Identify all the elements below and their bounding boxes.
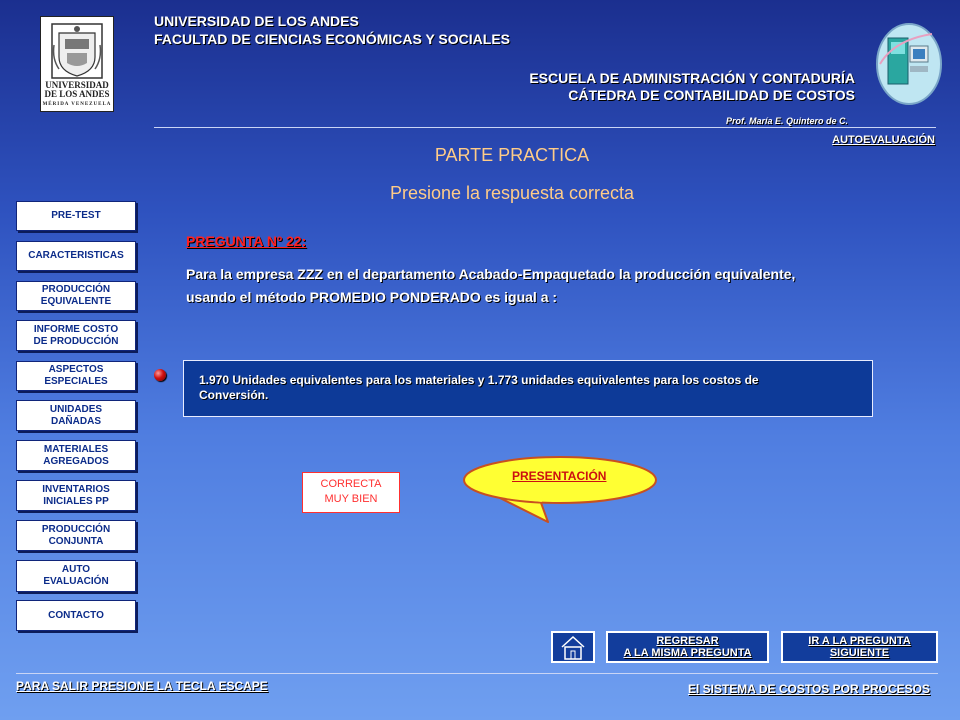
feedback-correct: CORRECTA MUY BIEN xyxy=(302,472,400,513)
answer-bullet-icon xyxy=(154,369,166,381)
footer-divider xyxy=(16,673,938,674)
professor-name: Prof. María E. Quintero de C. xyxy=(725,116,848,126)
logo-text: UNIVERSIDAD DE LOS ANDES xyxy=(44,80,110,99)
sidebar-item-label: INFORME COSTO DE PRODUCCIÓN xyxy=(33,323,119,347)
sidebar-item-caracteristicas[interactable] xyxy=(16,241,136,271)
sidebar-item-autoevaluacion[interactable] xyxy=(16,560,136,592)
sidebar-item-contacto[interactable] xyxy=(16,600,136,631)
answer-option[interactable]: 1.970 Unidades equivalentes para los materiales y 1.773 unidades equivalentes para los costos de Conversión. xyxy=(183,360,873,417)
sidebar-item-label: PRODUCCIÓN CONJUNTA xyxy=(41,523,111,547)
sidebar-item-label: CONTACTO xyxy=(48,609,104,621)
next-question-button[interactable] xyxy=(781,631,938,663)
home-button[interactable] xyxy=(551,631,595,663)
presentation-bubble-icon xyxy=(460,454,665,526)
question-text: Para la empresa ZZZ en el departamento Acabado-Empaquetado la producción equivalente, usando el método PROMEDIO PONDERADO es igual a : xyxy=(186,266,796,305)
page-subtitle: Presione la respuesta correcta xyxy=(389,183,635,203)
faculty-name: FACULTAD DE CIENCIAS ECONÓMICAS Y SOCIALES xyxy=(154,31,510,47)
sidebar-item-label: ASPECTOS ESPECIALES xyxy=(44,364,108,387)
chair-name: CÁTEDRA DE CONTABILIDAD DE COSTOS xyxy=(568,87,855,103)
university-name: UNIVERSIDAD DE LOS ANDES xyxy=(154,13,359,29)
repeat-question-button[interactable] xyxy=(606,631,769,663)
page-title: PARTE PRACTICA xyxy=(434,145,590,165)
coat-of-arms-icon xyxy=(51,23,103,79)
sidebar-item-label: CARACTERISTICAS xyxy=(28,250,124,261)
question-number: PREGUNTA Nº 22: xyxy=(186,233,307,249)
section-label: AUTOEVALUACIÓN xyxy=(832,134,935,146)
sidebar-item-label: PRODUCCIÓN EQUIVALENTE xyxy=(40,284,112,307)
logo-subtext: MÉRIDA VENEZUELA xyxy=(42,102,112,107)
home-icon xyxy=(553,633,593,661)
sidebar-item-label: UNIDADES DAÑADAS xyxy=(49,403,103,427)
sidebar-item-inventarios-iniciales[interactable] xyxy=(16,480,136,511)
sidebar-item-materiales-agregados[interactable] xyxy=(16,440,136,471)
sidebar-item-label: INVENTARIOS INICIALES PP xyxy=(42,483,110,507)
sidebar-item-produccion-conjunta[interactable] xyxy=(16,520,136,551)
sidebar-item-unidades-danadas[interactable] xyxy=(16,400,136,431)
school-name: ESCUELA DE ADMINISTRACIÓN Y CONTADURÍA xyxy=(529,70,855,86)
header-divider xyxy=(154,127,936,128)
sidebar-item-informe-costo[interactable] xyxy=(16,320,136,351)
sidebar-item-label: PRE-TEST xyxy=(51,210,101,221)
next-question-label: IR A LA PREGUNTA SIGUIENTE xyxy=(808,635,911,659)
sidebar-item-produccion-equivalente[interactable] xyxy=(16,281,136,311)
exit-hint: PARA SALIR PRESIONE LA TECLA ESCAPE xyxy=(16,679,268,693)
presentation-link[interactable]: PRESENTACIÓN xyxy=(512,469,607,483)
system-name: El SISTEMA DE COSTOS POR PROCESOS xyxy=(687,682,930,696)
sidebar-item-aspectos-especiales[interactable] xyxy=(16,361,136,391)
sidebar-item-label: AUTO EVALUACIÓN xyxy=(43,564,109,587)
university-logo xyxy=(40,16,114,112)
sidebar-item-label: MATERIALES AGREGADOS xyxy=(43,443,109,467)
repeat-question-label: REGRESAR A LA MISMA PREGUNTA xyxy=(623,635,752,659)
computer-illustration-icon xyxy=(874,20,944,108)
sidebar-item-pre-test[interactable] xyxy=(16,201,136,231)
